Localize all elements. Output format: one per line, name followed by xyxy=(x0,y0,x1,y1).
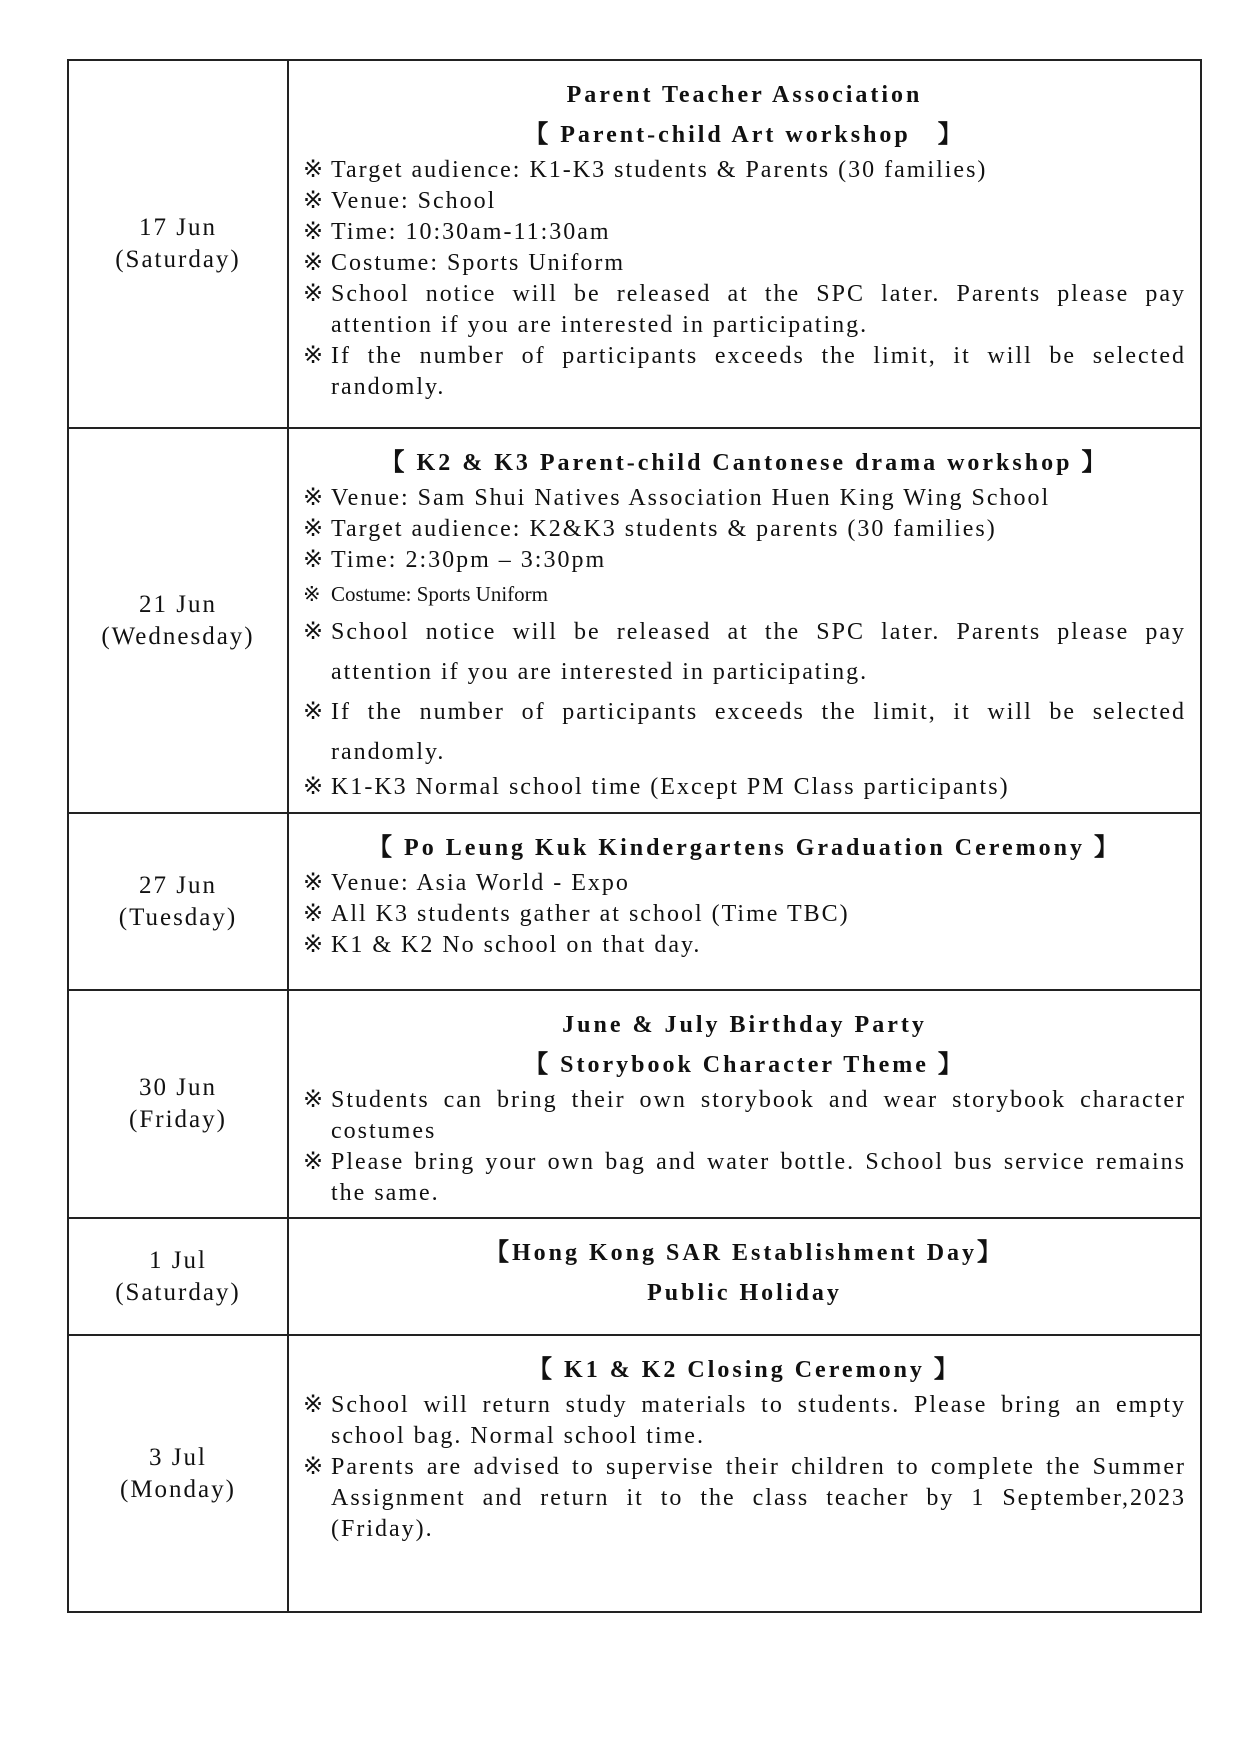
schedule-row-1-jul xyxy=(68,1218,1201,1335)
event-weekday: (Wednesday) xyxy=(101,622,255,650)
event-date: 21 Jun xyxy=(139,590,217,618)
event-item: ※ If the number of participants exceeds the limit, it will be selected randomly. xyxy=(303,692,1186,772)
event-item: ※ K1 & K2 No school on that day. xyxy=(303,930,1186,961)
event-date: 17 Jun xyxy=(139,214,217,241)
event-item: ※ All K3 students gather at school (Time TBC) xyxy=(303,899,1186,930)
event-details xyxy=(288,428,1201,813)
reference-mark: ※ xyxy=(303,281,326,307)
event-item: ※ Target audience: K2&K3 students & parents (30 families) xyxy=(303,514,1186,545)
event-item: ※ If the number of participants exceeds the limit, it will be selected randomly. xyxy=(303,343,1186,400)
event-item: ※ Please bring your own bag and water bottle. School bus service remains the same. xyxy=(303,1149,1186,1206)
schedule-row-3-jul xyxy=(68,1335,1201,1612)
event-item: ※ School notice will be released at the SPC later. Parents please pay attention if you are interested in participating. xyxy=(303,281,1186,338)
event-title: 【 K2 & K3 Parent-child Cantonese drama workshop 】 xyxy=(380,450,1109,476)
event-weekday: (Monday) xyxy=(120,1475,236,1503)
reference-mark: ※ xyxy=(303,582,321,606)
event-item: ※ Venue: Sam Shui Natives Association Huen King Wing School xyxy=(303,483,1186,514)
event-title: June & July Birthday Party xyxy=(562,1012,927,1038)
event-date: 1 Jul xyxy=(149,1246,207,1274)
event-weekday: (Saturday) xyxy=(115,246,241,273)
event-theme: 【 Storybook Character Theme 】 xyxy=(524,1052,965,1078)
schedule-row-27-jun xyxy=(68,813,1201,990)
event-item: ※ Venue: School xyxy=(303,186,1186,217)
date-cell xyxy=(68,1218,288,1335)
reference-mark: ※ xyxy=(303,188,326,214)
event-details xyxy=(288,1218,1201,1335)
event-date: 3 Jul xyxy=(149,1443,207,1471)
schedule-row-21-jun xyxy=(68,428,1201,813)
event-title: 【Hong Kong SAR Establishment Day】 xyxy=(484,1240,1005,1266)
event-item: ※ School notice will be released at the SPC later. Parents please pay attention if you are interested in participating. xyxy=(303,612,1186,692)
reference-mark: ※ xyxy=(303,516,326,542)
event-title: 【 K1 & K2 Closing Ceremony 】 xyxy=(528,1357,961,1383)
event-weekday: (Friday) xyxy=(129,1106,227,1133)
event-organizer: Parent Teacher Association xyxy=(566,82,923,108)
reference-mark: ※ xyxy=(303,1454,326,1480)
event-weekday: (Tuesday) xyxy=(118,903,238,931)
reference-mark: ※ xyxy=(303,219,326,245)
reference-mark: ※ xyxy=(303,1149,326,1175)
reference-mark: ※ xyxy=(303,1392,326,1418)
event-item: ※ Costume: Sports Uniform xyxy=(303,248,1186,279)
schedule-row-17-jun xyxy=(68,60,1201,428)
date-cell xyxy=(68,813,288,990)
event-item: ※ Costume: Sports Uniform xyxy=(303,576,1186,612)
reference-mark: ※ xyxy=(303,870,326,896)
event-item: ※ Time: 10:30am-11:30am xyxy=(303,217,1186,248)
event-subtitle: Public Holiday xyxy=(647,1280,842,1306)
event-item: ※ Parents are advised to supervise their children to complete the Summer Assignment and return it to the class teacher by 1 September,2023 (Friday). xyxy=(303,1454,1186,1542)
reference-mark: ※ xyxy=(303,343,326,369)
schedule-row-30-jun xyxy=(68,990,1201,1218)
reference-mark: ※ xyxy=(303,619,326,645)
reference-mark: ※ xyxy=(303,157,326,183)
schedule-table xyxy=(67,59,1202,1613)
event-item: ※ Target audience: K1-K3 students & Parents (30 families) xyxy=(303,155,1186,186)
event-item: ※ Time: 2:30pm – 3:30pm xyxy=(303,545,1186,576)
event-title: 【 Po Leung Kuk Kindergartens Graduation Ceremony 】 xyxy=(368,835,1121,861)
reference-mark: ※ xyxy=(303,901,326,927)
event-date: 30 Jun xyxy=(139,1074,217,1101)
event-item: ※ Venue: Asia World - Expo xyxy=(303,868,1186,899)
reference-mark: ※ xyxy=(303,250,326,276)
date-cell xyxy=(68,1335,288,1612)
event-item: ※ School will return study materials to students. Please bring an empty school bag. Normal school time. xyxy=(303,1392,1186,1449)
event-item: ※ K1-K3 Normal school time (Except PM Class participants) xyxy=(303,772,1186,803)
event-details xyxy=(288,60,1201,428)
reference-mark: ※ xyxy=(303,485,326,511)
date-cell xyxy=(68,60,288,428)
event-details xyxy=(288,990,1201,1218)
event-date: 27 Jun xyxy=(139,871,217,899)
event-details xyxy=(288,813,1201,990)
event-weekday: (Saturday) xyxy=(115,1278,241,1306)
reference-mark: ※ xyxy=(303,699,326,725)
reference-mark: ※ xyxy=(303,932,326,958)
reference-mark: ※ xyxy=(303,547,326,573)
date-cell xyxy=(68,428,288,813)
event-details xyxy=(288,1335,1201,1612)
event-title: 【 Parent-child Art workshop 】 xyxy=(524,122,965,148)
date-cell xyxy=(68,990,288,1218)
reference-mark: ※ xyxy=(303,1087,326,1113)
event-item: ※ Students can bring their own storybook and wear storybook character costumes xyxy=(303,1087,1186,1144)
reference-mark: ※ xyxy=(303,774,326,800)
